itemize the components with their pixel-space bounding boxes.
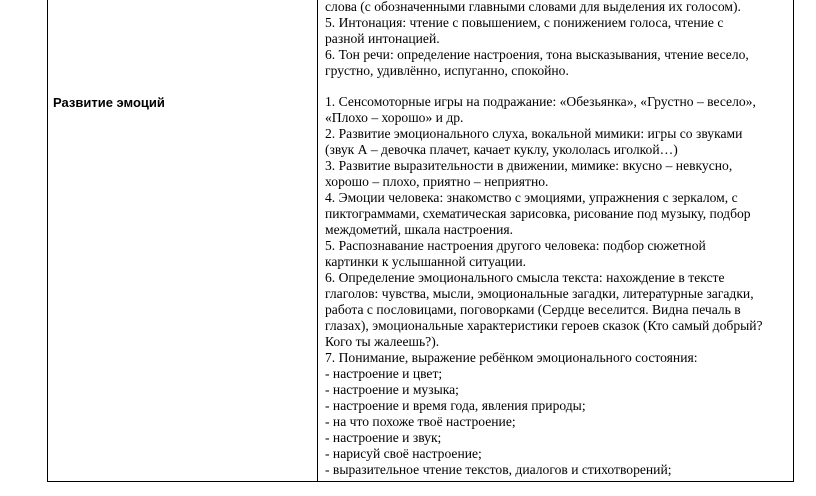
content-table [47, 0, 794, 482]
text-line: глаголов: чувства, мысли, эмоциональные загадки, литературные загадки, [325, 286, 754, 301]
paragraph-gap [325, 79, 787, 94]
text-line: - нарисуй своё настроение; [325, 446, 482, 461]
text-line: 1. Сенсомоторные игры на подражание: «Обезьянка», «Грустно – весело», [325, 94, 756, 109]
text-line: - на что похоже твоё настроение; [325, 414, 516, 429]
text-line: грустно, удивлённо, испуганно, спокойно. [325, 63, 569, 78]
text-line: - настроение и музыка; [325, 382, 459, 397]
text-line: 2. Развитие эмоционального слуха, вокальной мимики: игры со звуками [325, 126, 743, 141]
text-line: 3. Развитие выразительности в движении, мимике: вкусно – невкусно, [325, 158, 733, 173]
text-line: 5. Распознавание настроения другого человека: подбор сюжетной [325, 238, 706, 253]
text-line: разной интонацией. [325, 31, 440, 46]
text-line: слова (с обозначенными главными словами для выделения их голосом). [325, 0, 741, 14]
text-line: - выразительное чтение текстов, диалогов и стихотворений; [325, 462, 672, 477]
text-line: 7. Понимание, выражение ребёнком эмоционального состояния: [325, 350, 698, 365]
text-line: - настроение и цвет; [325, 366, 443, 381]
text-line: 4. Эмоции человека: знакомство с эмоциями, упражнения с зеркалом, с [325, 190, 738, 205]
text-line: глазах), эмоциональные характеристики героев сказок (Кто самый добрый? [325, 318, 763, 333]
row-title: Развитие эмоций [53, 95, 165, 110]
text-line: - настроение и звук; [325, 430, 442, 445]
text-line: работа с пословицами, поговорками (Сердце веселится. Видна печаль в [325, 302, 741, 317]
text-line: хорошо – плохо, приятно – неприятно. [325, 174, 549, 189]
text-line: «Плохо – хорошо» и др. [325, 110, 464, 125]
row-title-cell [48, 0, 318, 481]
text-line: Кого ты жалеешь?). [325, 334, 440, 349]
content-cell [318, 0, 793, 481]
text-line: 6. Тон речи: определение настроения, тона высказывания, чтение весело, [325, 47, 749, 62]
text-line: 6. Определение эмоционального смысла текста: нахождение в тексте [325, 270, 725, 285]
text-line: пиктограммами, схематическая зарисовка, рисование под музыку, подбор [325, 206, 751, 221]
text-line: междометий, шкала настроения. [325, 222, 514, 237]
text-line: (звук А – девочка плачет, качает куклу, укололась иголкой…) [325, 142, 678, 157]
text-line: 5. Интонация: чтение с повышением, с понижением голоса, чтение с [325, 15, 724, 30]
text-line: картинки к услышанной ситуации. [325, 254, 527, 269]
text-line: - настроение и время года, явления природы; [325, 398, 586, 413]
